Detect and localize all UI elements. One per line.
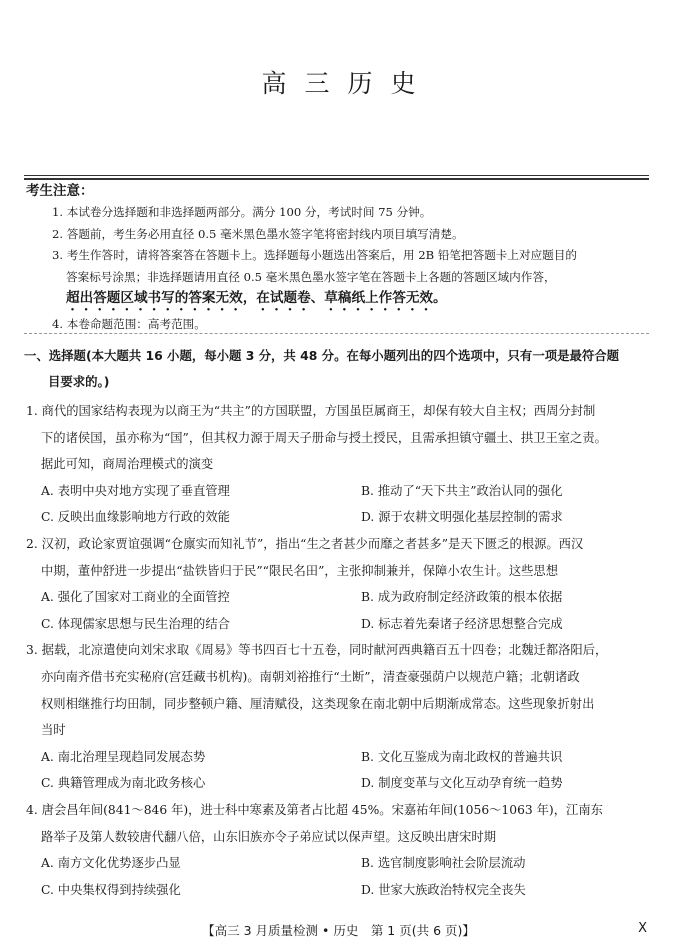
option-b: B. 选官制度影响社会阶层流动 bbox=[361, 856, 526, 871]
options-grid bbox=[26, 744, 656, 797]
option-d: D. 世家大族政治特权完全丧失 bbox=[361, 882, 526, 897]
question-stem-line: 权则相继推行均田制，同步整顿户籍、厘清赋役，这类现象在南北朝中后期渐成常态。这些现象折射出 bbox=[41, 696, 595, 711]
option-b: B. 文化互鉴成为南北政权的普遍共识 bbox=[361, 749, 563, 764]
option-d: D. 制度变革与文化互动孕育统一趋势 bbox=[361, 776, 563, 791]
notice-block bbox=[26, 180, 651, 336]
question-stem-line: 1. 商代的国家结构表现为以商王为“共主”的方国联盟，方国虽臣属商王，却保有较大自主权；西周分封制 bbox=[26, 404, 596, 418]
question-stem-line: 亦向南齐借书充实秘府(宫廷藏书机构)。南朝刘裕推行“土断”，清查豪强荫户以规范户籍；北朝诸政 bbox=[41, 669, 580, 684]
footer-mark: X bbox=[638, 921, 647, 936]
option-d: D. 源于农耕文明强化基层控制的需求 bbox=[361, 510, 563, 525]
section-heading bbox=[24, 343, 654, 395]
notice-item-continued bbox=[52, 267, 651, 289]
question-stem-line: 路举子及第人数较唐代翻八倍，山东旧族亦令子弟应试以保声望。这反映出唐宋时期 bbox=[41, 829, 496, 844]
page-footer bbox=[0, 921, 677, 943]
question-stem-line: 中期，董仲舒进一步提出“盐铁皆归于民”“限民名田”，主张抑制兼并，保障小农生计。这些思想 bbox=[41, 563, 559, 578]
notice-item-emphasis bbox=[52, 288, 651, 314]
notice-heading: 考生注意： bbox=[26, 183, 94, 199]
header-rule-thin bbox=[24, 175, 649, 176]
question-stem-line: 3. 据载，北凉遣使向刘宋求取《周易》等书四百七十五卷，同时献河西典籍百五十四卷；北魏迁都洛阳后， bbox=[26, 643, 608, 658]
question-1 bbox=[26, 398, 656, 531]
notice-item: 2. 答题前，考生务必用直径 0.5 毫米黑色墨水签字笔将密封线内项目填写清楚。 bbox=[52, 226, 464, 241]
option-a: A. 强化了国家对工商业的全面管控 bbox=[41, 590, 230, 605]
section-heading-line: 一、选择题(本大题共 16 小题，每小题 3 分，共 48 分。在每小题列出的四个选项中，只有一项是最符合题 bbox=[24, 348, 620, 363]
section-heading-line: 目要求的。) bbox=[48, 374, 110, 389]
question-3 bbox=[26, 637, 656, 797]
notice-item-cont-text: 答案标号涂黑；非选择题请用直径 0.5 毫米黑色墨水签字笔在答题卡上各题的答题区域内作答， bbox=[66, 269, 556, 284]
option-b: B. 成为政府制定经济政策的根本依据 bbox=[361, 590, 563, 605]
option-c: C. 体现儒家思想与民生治理的结合 bbox=[41, 616, 230, 631]
question-2 bbox=[26, 531, 656, 637]
option-a: A. 表明中央对地方实现了垂直管理 bbox=[41, 483, 230, 498]
question-stem-line: 据此可知，商周治理模式的演变 bbox=[41, 457, 214, 472]
notice-item: 3. 考生作答时，请将答案答在答题卡上。选择题每小题选出答案后，用 2B 铅笔把答题卡上对应题目的 bbox=[52, 248, 577, 262]
notice-list bbox=[26, 202, 651, 336]
notice-emphasis-text: 超出答题区域书写的答案无效，在试题卷、草稿纸上作答无效。 bbox=[66, 290, 447, 306]
notice-item: 4. 本卷命题范围：高考范围。 bbox=[52, 317, 206, 331]
question-4 bbox=[26, 797, 656, 903]
option-b: B. 推动了“天下共主”政治认同的强化 bbox=[361, 483, 563, 498]
option-a: A. 南方文化优势逐步凸显 bbox=[41, 856, 181, 871]
notice-divider bbox=[24, 333, 649, 334]
question-list bbox=[26, 398, 656, 903]
question-stem-line: 当时 bbox=[41, 723, 66, 738]
exam-title: 高三历史 bbox=[261, 69, 434, 98]
option-a: A. 南北治理呈现趋同发展态势 bbox=[41, 749, 206, 764]
options-grid bbox=[26, 850, 656, 903]
footer-page-info: 【高三 3 月质量检测 • 历史 第 1 页(共 6 页)】 bbox=[202, 923, 475, 938]
question-stem-line: 4. 唐会昌年间(841～846 年)，进士科中寒素及第者占比超 45%。宋嘉祐年间(1056～1063 年)，江南东 bbox=[26, 802, 603, 817]
option-d: D. 标志着先秦诸子经济思想整合完成 bbox=[361, 616, 563, 631]
question-stem-line: 2. 汉初，政论家贾谊强调“仓廪实而知礼节”，指出“生之者甚少而靡之者甚多”是天下匮乏的根源。西汉 bbox=[26, 536, 584, 551]
notice-item: 1. 本试卷分选择题和非选择题两部分。满分 100 分，考试时间 75 分钟。 bbox=[52, 205, 432, 219]
option-c: C. 典籍管理成为南北政务核心 bbox=[41, 776, 206, 791]
option-c: C. 中央集权得到持续强化 bbox=[41, 882, 181, 897]
options-grid bbox=[26, 478, 656, 531]
options-grid bbox=[26, 584, 656, 637]
option-c: C. 反映出血缘影响地方行政的效能 bbox=[41, 510, 230, 525]
question-stem-line: 下的诸侯国，虽亦称为“国”，但其权力源于周天子册命与授土授民，且需承担镇守疆土、拱卫王室之责。 bbox=[41, 430, 607, 445]
